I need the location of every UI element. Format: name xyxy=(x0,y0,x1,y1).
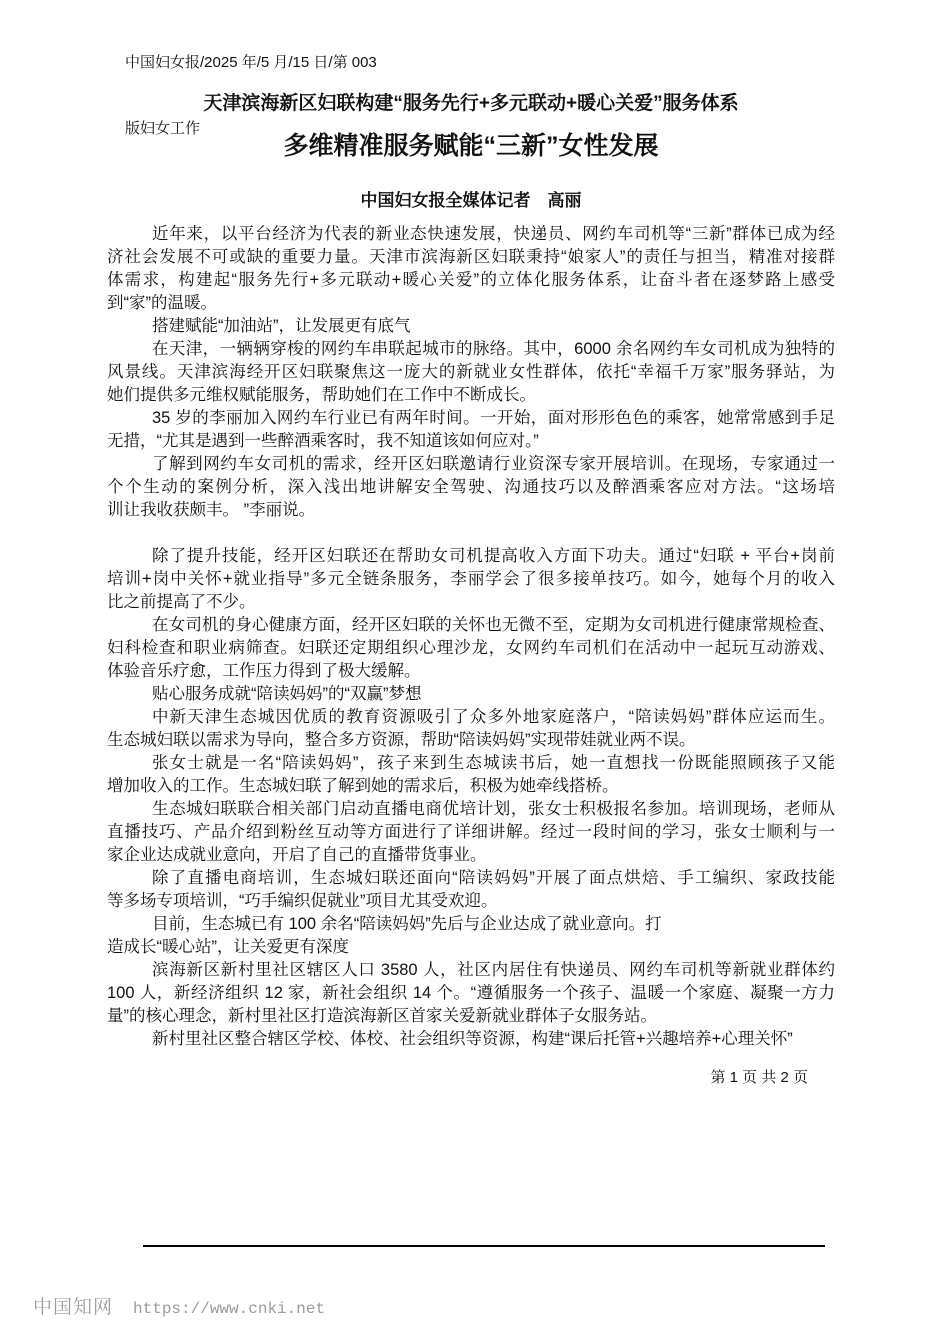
body-line: 张女士就是一名“陪读妈妈”，孩子来到生态城读书后，她一直想找一份既能照顾孩子又能 xyxy=(152,754,835,772)
body-line: 生态城妇联以需求为导向，整合多方资源，帮助“陪读妈妈”实现带娃就业两不误。 xyxy=(107,731,696,749)
body-line: 除了直播电商培训，生态城妇联还面向“陪读妈妈”开展了面点烘焙、手工编织、家政技能 xyxy=(152,869,835,887)
body-line: 家企业达成就业意向，开启了自己的直播带货事业。 xyxy=(107,846,487,864)
body-line: 除了提升技能，经开区妇联还在帮助女司机提高收入方面下功夫。通过“妇联 + 平台+岗前 xyxy=(152,547,835,565)
body-line: 训让我收获颇丰。 ”李丽说。 xyxy=(107,501,316,519)
watermark-url: https://www.cnki.net xyxy=(133,1300,326,1318)
body-line: 生态城妇联联合相关部门启动直播电商优培计划，张女士积极报名参加。培训现场，老师从 xyxy=(152,800,835,818)
footer-divider xyxy=(143,1245,825,1247)
body-line: 培训+岗中关怀+就业指导”多元全链条服务，李丽学会了很多接单技巧。如今，她每个月的收入 xyxy=(107,570,835,588)
body-line: 济社会发展不可或缺的重要力量。天津市滨海新区妇联秉持“娘家人”的责任与担当，精准对接群 xyxy=(107,248,835,266)
article-body xyxy=(107,223,835,1051)
body-line: 体验音乐疗愈，工作压力得到了极大缓解。 xyxy=(107,662,421,680)
body-line: 100 人，新经济组织 12 家，新社会组织 14 个。“遵循服务一个孩子、温暖一个家庭、凝聚一方力 xyxy=(107,984,835,1002)
source-header-line1: 中国妇女报/2025 年/5 月/15 日/第 003 xyxy=(125,54,377,71)
body-line: 体需求，构建起“服务先行+多元联动+暖心关爱”的立体化服务体系，让奋斗者在逐梦路上感受 xyxy=(107,271,835,289)
body-line: 35 岁的李丽加入网约车行业已有两年时间。一开始，面对形形色色的乘客，她常常感到手足 xyxy=(152,409,835,427)
body-line: 搭建赋能“加油站”，让发展更有底气 xyxy=(152,317,411,335)
body-line: 滨海新区新村里社区辖区人口 3580 人，社区内居住有快递员、网约车司机等新就业群体约 xyxy=(152,961,835,979)
body-line: 她们提供多元维权赋能服务，帮助她们在工作中不断成长。 xyxy=(107,386,536,404)
article-title: 多维精准服务赋能“三新”女性发展 xyxy=(283,132,659,160)
body-blank-line xyxy=(107,522,835,545)
body-line: 妇科检查和职业病筛查。妇联还定期组织心理沙龙，女网约车司机们在活动中一起玩互动游戏、 xyxy=(107,639,835,657)
article-byline: 中国妇女报全媒体记者 高丽 xyxy=(360,191,582,210)
body-line: 风景线。天津滨海经开区妇联聚焦这一庞大的新就业女性群体，依托“幸福千万家”服务驿站，为 xyxy=(107,363,835,381)
body-line: 了解到网约车女司机的需求，经开区妇联邀请行业资深专家开展培训。在现场，专家通过一 xyxy=(152,455,835,473)
body-line: 新村里社区整合辖区学校、体校、社会组织等资源，构建“课后托管+兴趣培养+心理关怀” xyxy=(152,1030,793,1048)
page-number: 第 1 页 共 2 页 xyxy=(710,1069,808,1086)
body-line: 比之前提高了不少。 xyxy=(107,593,256,611)
source-header-line2: 版妇女工作 xyxy=(125,120,201,137)
body-line: 无措，“尤其是遇到一些醉酒乘客时，我不知道该如何应对。” xyxy=(107,432,539,450)
body-line: 量”的核心理念，新村里社区打造滨海新区首家关爱新就业群体子女服务站。 xyxy=(107,1007,657,1025)
article-kicker: 天津滨海新区妇联构建“服务先行+多元联动+暖心关爱”服务体系 xyxy=(203,93,739,114)
body-line: 目前，生态城已有 100 余名“陪读妈妈”先后与企业达成了就业意向。打 xyxy=(152,915,662,933)
watermark xyxy=(33,1292,325,1319)
body-line: 直播技巧、产品介绍到粉丝互动等方面进行了详细讲解。经过一段时间的学习，张女士顺利与一 xyxy=(107,823,835,841)
body-line: 中新天津生态城因优质的教育资源吸引了众多外地家庭落户，“陪读妈妈”群体应运而生。 xyxy=(152,708,835,726)
body-line: 造成长“暖心站”，让关爱更有深度 xyxy=(107,938,349,956)
body-line: 到“家”的温暖。 xyxy=(107,294,217,312)
body-line: 在天津，一辆辆穿梭的网约车串联起城市的脉络。其中，6000 余名网约车女司机成为独特的 xyxy=(152,340,835,358)
body-line: 贴心服务成就“陪读妈妈”的“双赢”梦想 xyxy=(152,685,422,703)
watermark-brand: 中国知网 xyxy=(33,1297,114,1318)
body-line: 个个生动的案例分析，深入浅出地讲解安全驾驶、沟通技巧以及醉酒乘客应对方法。“这场培 xyxy=(107,478,835,496)
body-line: 近年来，以平台经济为代表的新业态快速发展，快递员、网约车司机等“三新”群体已成为经 xyxy=(152,225,835,243)
body-line: 在女司机的身心健康方面，经开区妇联的关怀也无微不至，定期为女司机进行健康常规检查、 xyxy=(152,616,835,634)
body-line: 增加收入的工作。生态城妇联了解到她的需求后，积极为她牵线搭桥。 xyxy=(107,777,619,795)
body-line: 等多场专项培训，“巧手编织促就业”项目尤其受欢迎。 xyxy=(107,892,498,910)
